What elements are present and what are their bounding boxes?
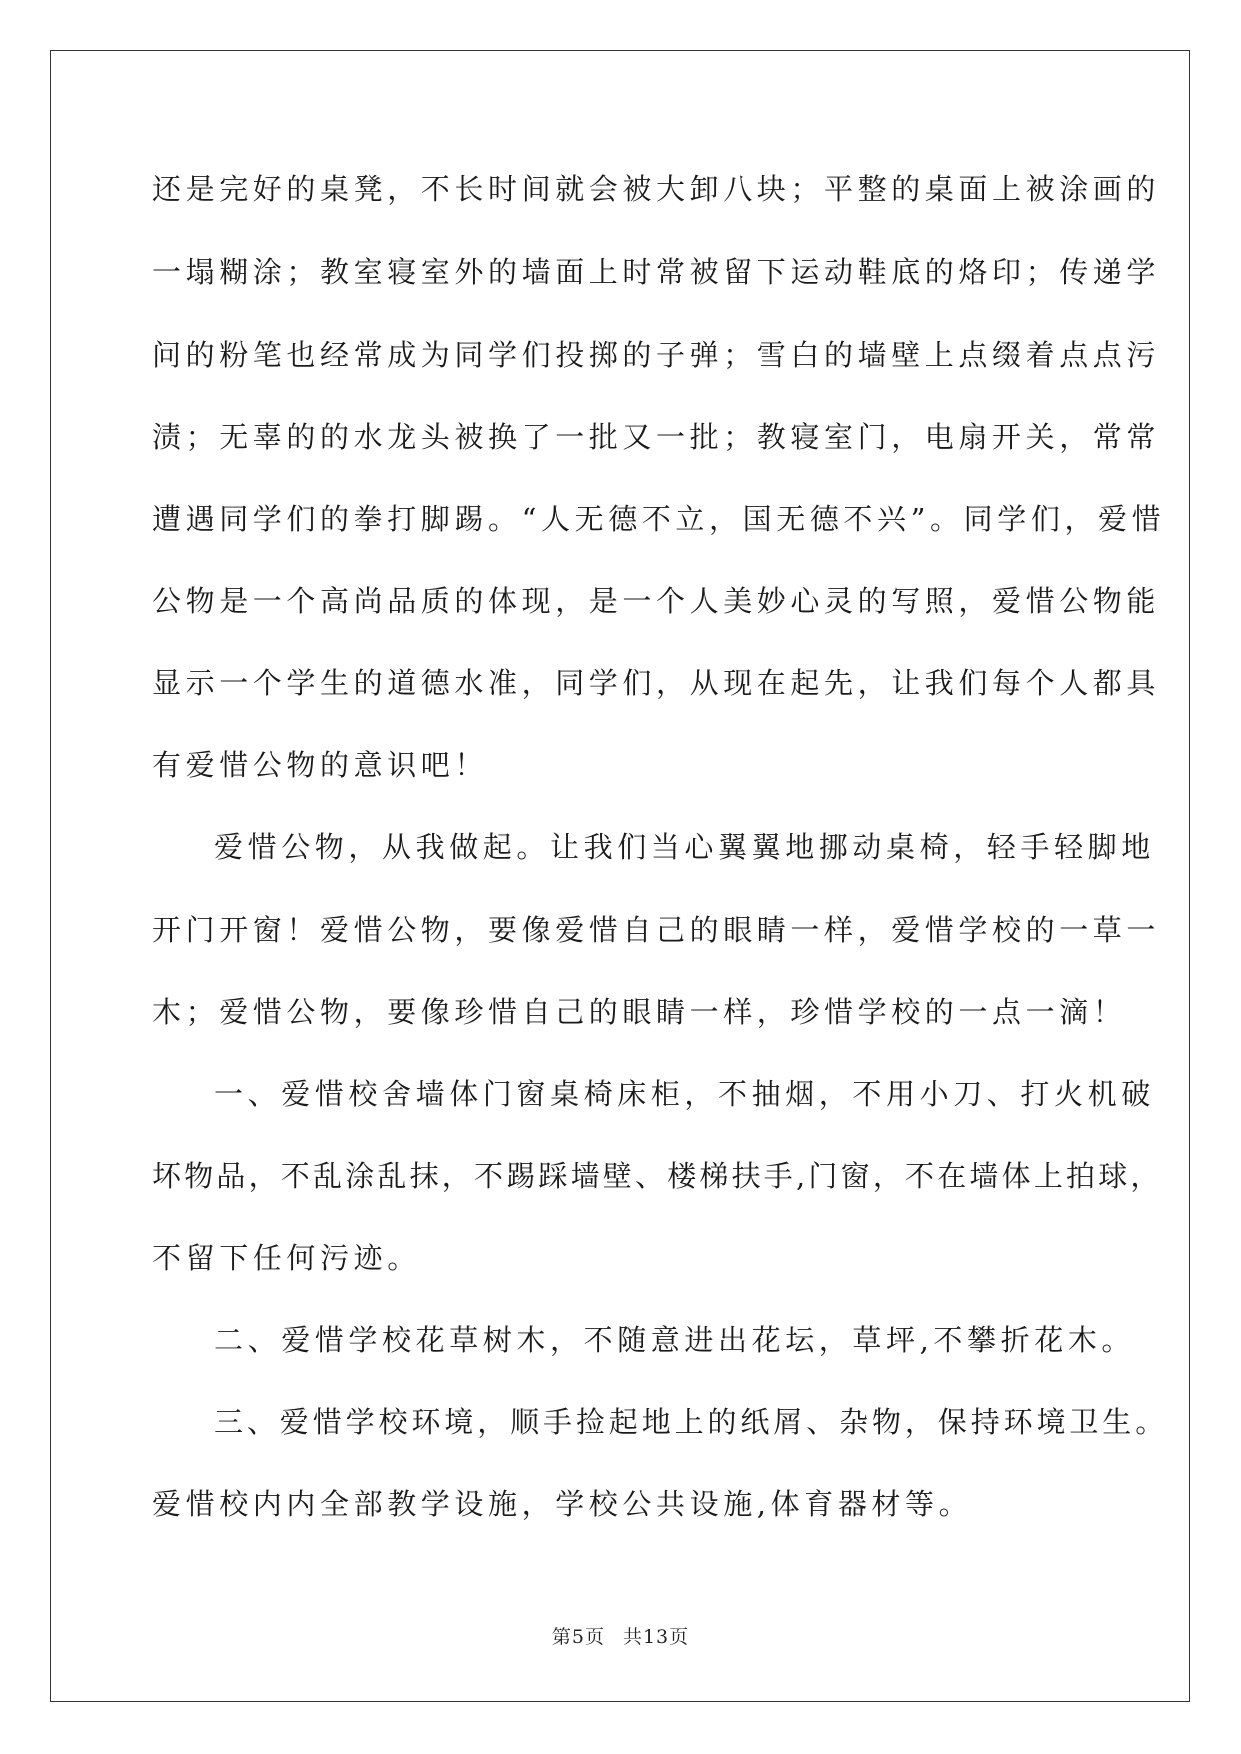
paragraph-first-line: 二、爱惜学校花草树木，不随意进出花坛，草坪,不攀折花木。 [214,1323,1136,1357]
page-number: 第5页 [551,1626,605,1648]
text-line: 坏物品，不乱涂乱抹，不踢踩墙壁、楼梯扶手,门窗，不在墙体上拍球， [152,1159,1163,1193]
paragraph-first-line: 一、爱惜校舍墙体门窗桌椅床柜，不抽烟，不用小刀、打火机破 [214,1077,1155,1111]
text-line: 木；爱惜公物，要像珍惜自己的眼睛一样，珍惜学校的一点一滴！ [152,995,1127,1029]
text-line: 显示一个学生的道德水准，同学们，从现在起先，让我们每个人都具 [152,666,1161,700]
text-line: 爱惜校内内全部教学设施，学校公共设施,体育器材等。 [152,1487,973,1521]
page-total: 共13页 [622,1626,690,1648]
text-line: 开门开窗！爱惜公物，要像爱惜自己的眼睛一样，爱惜学校的一草一 [152,913,1161,947]
page-border [50,50,1190,1702]
paragraph-first-line: 三、爱惜学校环境，顺手捡起地上的纸屑、杂物，保持环境卫生。 [214,1405,1169,1439]
page-footer [0,1625,1241,1649]
text-line: 公物是一个高尚品质的体现，是一个人美妙心灵的写照，爱惜公物能 [152,584,1161,618]
text-line: 有爱惜公物的意识吧！ [152,748,489,782]
text-line: 一塌糊涂；教室寝室外的墙面上时常被留下运动鞋底的烙印；传递学 [152,255,1161,289]
text-line: 渍；无辜的的水龙头被换了一批又一批；教寝室门，电扇开关，常常 [152,420,1161,454]
text-line: 还是完好的桌凳，不长时间就会被大卸八块；平整的桌面上被涂画的 [152,172,1161,206]
text-line: 不留下任何污迹。 [152,1241,421,1275]
paragraph-first-line: 爱惜公物，从我做起。让我们当心翼翼地挪动桌椅，轻手轻脚地 [214,830,1155,864]
text-line: 问的粉笔也经常成为同学们投掷的子弹；雪白的墙壁上点缀着点点污 [152,338,1161,372]
text-line: 遭遇同学们的拳打脚踢。“人无德不立，国无德不兴”。同学们，爱惜 [152,502,1166,536]
